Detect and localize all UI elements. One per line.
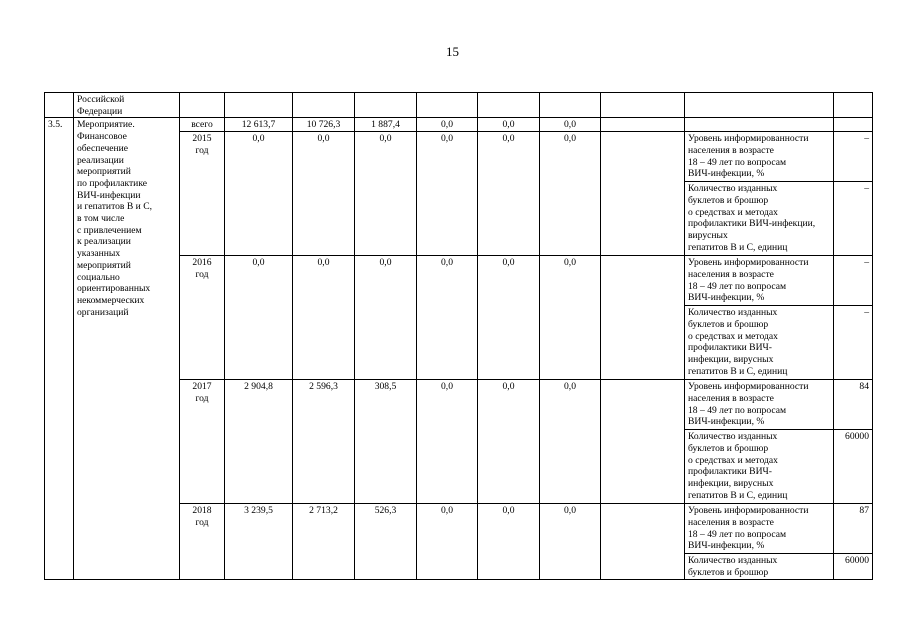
total-value: 10 726,3 [293, 118, 355, 132]
year-value: 3 239,5 [225, 504, 293, 580]
year-value: 0,0 [225, 256, 293, 380]
indicator-value: 84 [834, 380, 873, 430]
year-value: 0,0 [540, 256, 601, 380]
name-cell: Российской Федерации [74, 93, 180, 118]
indicator-value: – [834, 132, 873, 182]
year-value: 0,0 [478, 256, 540, 380]
year-value: 0,0 [355, 256, 417, 380]
year-label: 2017 год [180, 380, 225, 504]
year-value: 0,0 [225, 132, 293, 256]
year-value: 2 904,8 [225, 380, 293, 504]
year-value: 0,0 [417, 132, 478, 256]
year-value: 0,0 [417, 380, 478, 504]
indicator-name: Уровень информированности населения в возрасте 18 – 49 лет по вопросам ВИЧ-инфекции, % [685, 504, 834, 554]
year-value: 0,0 [540, 504, 601, 580]
total-row [45, 118, 873, 132]
year-value: 0,0 [540, 380, 601, 504]
total-value: 0,0 [478, 118, 540, 132]
year-value: 0,0 [478, 380, 540, 504]
indicator-value: 87 [834, 504, 873, 554]
year-value: 0,0 [478, 132, 540, 256]
indicator-name: Уровень информированности населения в возрасте 18 – 49 лет по вопросам ВИЧ-инфекции, % [685, 132, 834, 182]
indicator-name: Количество изданных буклетов и брошюр [685, 554, 834, 580]
item-number: 3.5. [45, 118, 74, 580]
page-number: 15 [446, 44, 459, 59]
year-value: 0,0 [478, 504, 540, 580]
indicator-value: 60000 [834, 430, 873, 504]
indicator-name: Количество изданных буклетов и брошюр о средствах и методах профилактики ВИЧ- инфекции, вирусных гепатитов В и С, единиц [685, 306, 834, 380]
indicator-name: Количество изданных буклетов и брошюр о средствах и методах профилактики ВИЧ-инфекции, вирусных гепатитов В и С, единиц [685, 182, 834, 256]
year-label: 2015 год [180, 132, 225, 256]
program-table [44, 92, 873, 580]
year-value: 0,0 [417, 504, 478, 580]
indicator-name: Уровень информированности населения в возрасте 18 – 49 лет по вопросам ВИЧ-инфекции, % [685, 380, 834, 430]
year-label: 2018 год [180, 504, 225, 580]
total-value: 0,0 [540, 118, 601, 132]
item-name: Мероприятие. Финансовое обеспечение реализации мероприятий по профилактике ВИЧ-инфекции и гепатитов В и С, в том числе с привлечением к реализации указанных мероприятий социально ориентированных некоммерческих организаций [74, 118, 180, 580]
year-value: 0,0 [293, 256, 355, 380]
year-value: 2 596,3 [293, 380, 355, 504]
indicator-name: Количество изданных буклетов и брошюр о средствах и методах профилактики ВИЧ- инфекции, вирусных гепатитов В и С, единиц [685, 430, 834, 504]
total-value: 0,0 [417, 118, 478, 132]
year-value: 0,0 [417, 256, 478, 380]
year-value: 526,3 [355, 504, 417, 580]
total-label: всего [180, 118, 225, 132]
year-label: 2016 год [180, 256, 225, 380]
indicator-value: – [834, 306, 873, 380]
continuation-row [45, 93, 873, 118]
total-value: 12 613,7 [225, 118, 293, 132]
indicator-name: Уровень информированности населения в возрасте 18 – 49 лет по вопросам ВИЧ-инфекции, % [685, 256, 834, 306]
year-value: 0,0 [293, 132, 355, 256]
total-value: 1 887,4 [355, 118, 417, 132]
year-value: 0,0 [355, 132, 417, 256]
year-value: 2 713,2 [293, 504, 355, 580]
indicator-value: – [834, 256, 873, 306]
indicator-value: – [834, 182, 873, 256]
year-value: 0,0 [540, 132, 601, 256]
year-value: 308,5 [355, 380, 417, 504]
indicator-value: 60000 [834, 554, 873, 580]
